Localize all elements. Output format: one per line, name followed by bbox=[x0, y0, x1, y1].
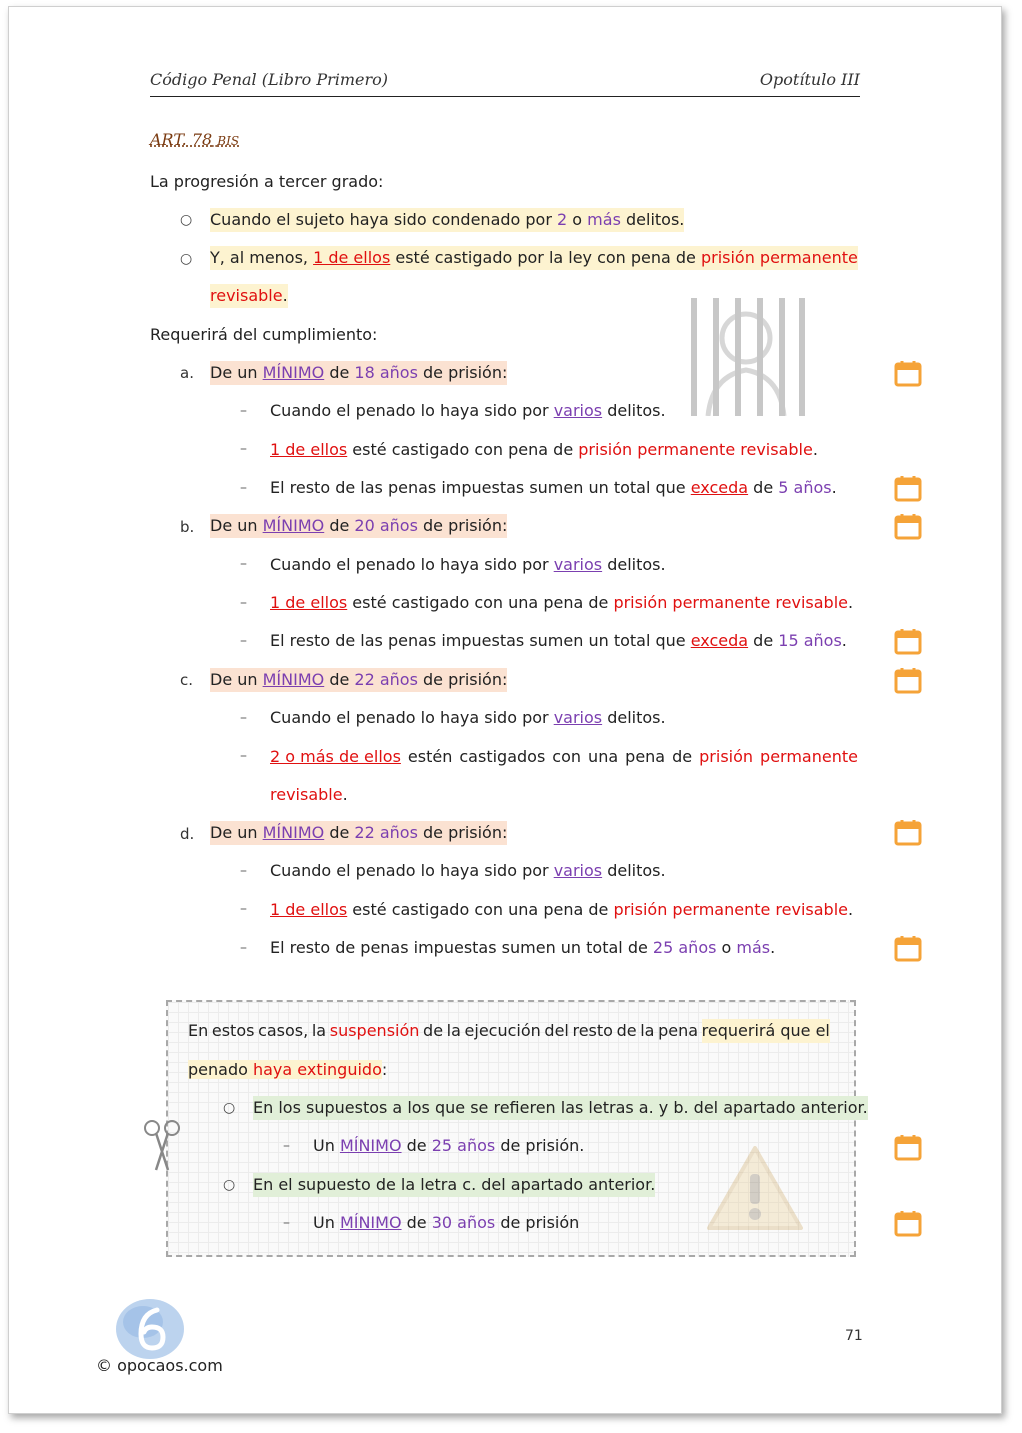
copyright: © opocaos.com bbox=[96, 1356, 223, 1375]
list-label-b: b. bbox=[180, 518, 195, 536]
note-line-1: En estos casos, la suspensión de la ejecución del resto de la pena requerirá que el bbox=[188, 1019, 830, 1043]
header-left: Código Penal (Libro Primero) bbox=[150, 70, 389, 89]
list-label-a: a. bbox=[180, 364, 194, 382]
calendar-icon bbox=[894, 818, 922, 846]
calendar-icon bbox=[894, 627, 922, 655]
calendar-icon bbox=[894, 359, 922, 387]
bullet: ○ bbox=[180, 212, 193, 228]
dash: – bbox=[240, 441, 247, 457]
page-header bbox=[150, 68, 860, 97]
page-number: 71 bbox=[845, 1328, 863, 1344]
bullet: ○ bbox=[223, 1177, 236, 1193]
requirement-b: De un MÍNIMO de 20 años de prisión: bbox=[210, 514, 507, 538]
list-label-c: c. bbox=[180, 671, 194, 689]
d-line-2: 1 de ellos esté castigado con una pena de prisión permanente revisable. bbox=[270, 900, 854, 919]
prison-bars-icon bbox=[688, 298, 806, 416]
list-label-d: d. bbox=[180, 825, 195, 843]
scissors-icon bbox=[142, 1118, 182, 1174]
c-line-2: 2 o más de ellos estén castigados con una pena de prisión permanente bbox=[270, 747, 858, 766]
bullet-text-2: Y, al menos, 1 de ellos esté castigado por la ley con pena de prisión permanente bbox=[210, 246, 858, 270]
article-title: ART. 78 BIS bbox=[150, 128, 239, 153]
b-line-1: Cuando el penado lo haya sido por varios delitos. bbox=[270, 555, 666, 574]
d-line-1: Cuando el penado lo haya sido por varios delitos. bbox=[270, 861, 666, 880]
calendar-icon bbox=[894, 666, 922, 694]
requirement-text: Requerirá del cumplimiento: bbox=[150, 325, 378, 344]
dash: – bbox=[240, 480, 247, 496]
dash: – bbox=[240, 863, 247, 879]
calendar-icon bbox=[894, 1209, 922, 1237]
d-line-3: El resto de penas impuestas sumen un total de 25 años o más. bbox=[270, 938, 776, 957]
bullet: ○ bbox=[223, 1100, 236, 1116]
b-line-3: El resto de las penas impuestas sumen un total que exceda de 15 años. bbox=[270, 631, 847, 650]
dash: – bbox=[240, 710, 247, 726]
requirement-d: De un MÍNIMO de 22 años de prisión: bbox=[210, 821, 507, 845]
dash: – bbox=[240, 748, 247, 764]
bullet: ○ bbox=[180, 251, 193, 267]
intro-text: La progresión a tercer grado: bbox=[150, 172, 384, 191]
note-bullet-1: En los supuestos a los que se refieren las letras a. y b. del apartado anterior. bbox=[253, 1096, 868, 1120]
dash: – bbox=[283, 1215, 290, 1231]
calendar-icon bbox=[894, 474, 922, 502]
note-sub-1: Un MÍNIMO de 25 años de prisión. bbox=[313, 1136, 585, 1155]
header-right: Opotítulo III bbox=[759, 70, 860, 89]
dash: – bbox=[283, 1138, 290, 1154]
logo-icon bbox=[113, 1296, 187, 1362]
calendar-icon bbox=[894, 934, 922, 962]
calendar-icon bbox=[894, 512, 922, 540]
dash: – bbox=[240, 556, 247, 572]
note-bullet-2: En el supuesto de la letra c. del apartado anterior. bbox=[253, 1173, 655, 1197]
note-sub-2: Un MÍNIMO de 30 años de prisión bbox=[313, 1213, 580, 1232]
dash: – bbox=[240, 595, 247, 611]
dash: – bbox=[240, 633, 247, 649]
a-line-3: El resto de las penas impuestas sumen un total que exceda de 5 años. bbox=[270, 478, 837, 497]
warning-icon bbox=[705, 1144, 805, 1232]
bullet-text-2-cont: revisable. bbox=[210, 284, 288, 308]
note-line-2: penado haya extinguido: bbox=[188, 1060, 388, 1079]
requirement-c: De un MÍNIMO de 22 años de prisión: bbox=[210, 668, 507, 692]
c-line-1: Cuando el penado lo haya sido por varios delitos. bbox=[270, 708, 666, 727]
bullet-text-1: Cuando el sujeto haya sido condenado por 2 o más delitos. bbox=[210, 208, 684, 232]
dash: – bbox=[240, 901, 247, 917]
calendar-icon bbox=[894, 1133, 922, 1161]
c-line-2-cont: revisable. bbox=[270, 785, 348, 804]
a-line-2: 1 de ellos esté castigado con pena de prisión permanente revisable. bbox=[270, 440, 818, 459]
dash: – bbox=[240, 403, 247, 419]
b-line-2: 1 de ellos esté castigado con una pena de prisión permanente revisable. bbox=[270, 593, 854, 612]
dash: – bbox=[240, 940, 247, 956]
requirement-a: De un MÍNIMO de 18 años de prisión: bbox=[210, 361, 507, 385]
a-line-1: Cuando el penado lo haya sido por varios delitos. bbox=[270, 401, 666, 420]
